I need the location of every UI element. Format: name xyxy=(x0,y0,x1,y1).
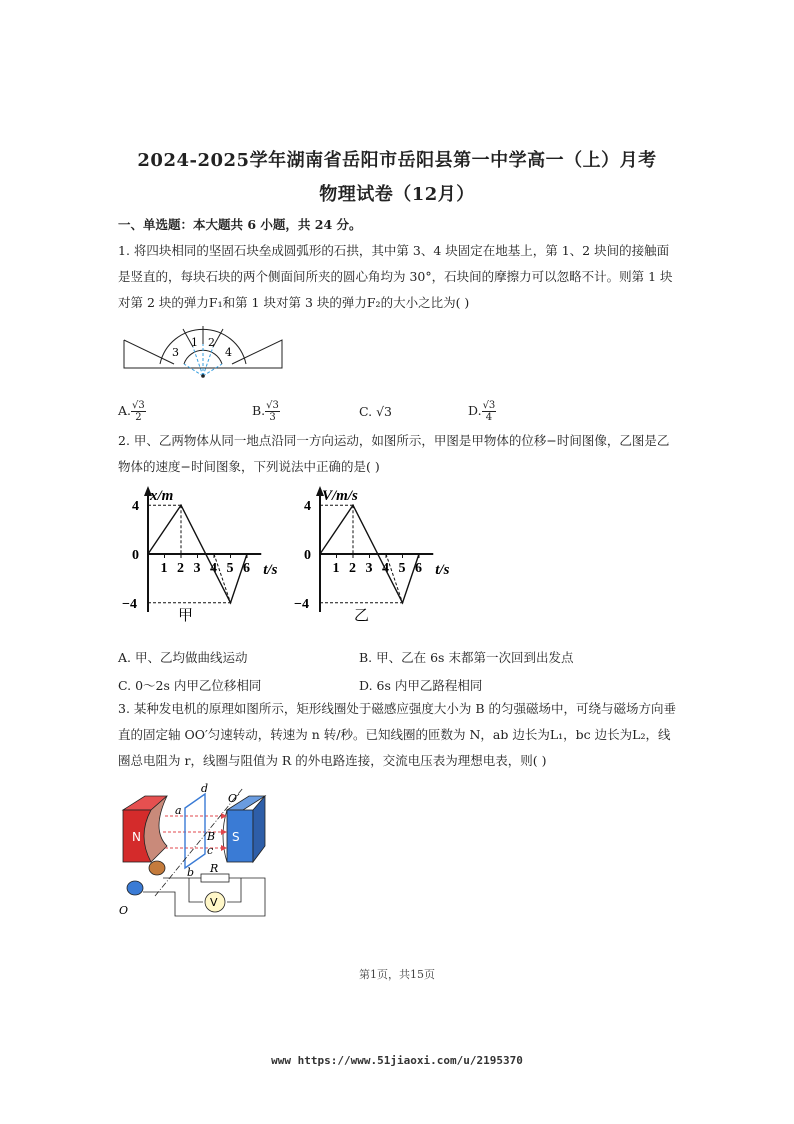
y-axis-label: x/m xyxy=(150,488,174,504)
x-tick-label: 3 xyxy=(365,561,373,576)
x-tick-label: 6 xyxy=(243,561,250,576)
question-1-text: 1. 将四块相同的坚固石块垒成圆弧形的石拱，其中第 3、4 块固定在地基上，第 1、2 块间的接触面是竖直的，每块石块的两个侧面间所夹的圆心角均为 30°，石块间的摩擦力可以忽略不计。则第 1 块对第 2 块的弹力F₁和第 1 块对第 3 块的弹力F₂的大小之比为( ) xyxy=(118,243,673,310)
chart-caption: 甲 xyxy=(178,606,194,624)
label-c: c xyxy=(207,844,214,857)
label-o-prime: O′ xyxy=(228,792,240,805)
data-point xyxy=(319,553,321,555)
label-b: b xyxy=(187,866,195,879)
x-tick-label: 6 xyxy=(415,561,422,576)
x-tick-label: 4 xyxy=(210,561,217,576)
data-point xyxy=(147,553,149,555)
x-tick-label: 1 xyxy=(332,561,340,576)
stone-label-2: 2 xyxy=(208,336,215,349)
data-point xyxy=(402,602,404,604)
label-a: a xyxy=(175,804,182,817)
y-tick-label: 0 xyxy=(304,548,311,563)
x-axis-label: t/s xyxy=(263,562,278,578)
label-R: R xyxy=(210,862,219,875)
y-tick-label: 0 xyxy=(132,548,139,563)
stone-label-3: 3 xyxy=(172,346,179,359)
arch-figure xyxy=(122,326,284,382)
x-tick-label: 2 xyxy=(177,561,184,576)
question-2-text: 2. 甲、乙两物体从同一地点沿同一方向运动，如图所示，甲图是甲物体的位移−时间图像，乙图是乙物体的速度−时间图象，下列说法中正确的是( ) xyxy=(118,433,670,474)
data-point xyxy=(180,504,182,506)
x-tick-label: 5 xyxy=(398,561,406,576)
x-tick-label: 3 xyxy=(193,561,201,576)
chart-jia xyxy=(118,484,293,629)
chart-yi xyxy=(290,484,465,629)
page-number: 第1页，共15页 xyxy=(359,968,435,981)
x-tick-label: 5 xyxy=(226,561,234,576)
label-B: B xyxy=(207,830,216,843)
data-point xyxy=(352,504,354,506)
x-tick-label: 2 xyxy=(349,561,356,576)
q1-option-a[interactable]: A. $\frac{√3}{2}$ xyxy=(118,400,145,423)
data-point xyxy=(418,553,420,555)
stone-label-1: 1 xyxy=(191,336,198,349)
watermark-url: www https://www.51jiaoxi.com/u/2195370 xyxy=(271,1054,523,1067)
stone-label-4: 4 xyxy=(225,346,232,359)
page-title: 2024-2025学年湖南省岳阳市岳阳县第一中学高一（上）月考 xyxy=(137,150,657,171)
y-tick-label: 4 xyxy=(304,499,311,515)
label-o: O xyxy=(119,904,129,917)
q1-option-d[interactable]: D. $\frac{√3}{4}$ xyxy=(468,400,496,423)
section-heading: 一、单选题：本大题共 6 小题，共 24 分。 xyxy=(118,217,362,232)
y-axis-label: V/m/s xyxy=(322,488,358,504)
generator-figure xyxy=(115,780,285,920)
chart-caption: 乙 xyxy=(354,606,370,624)
magnet-n-label: N xyxy=(132,830,141,844)
page-subtitle: 物理试卷（12月） xyxy=(319,184,475,205)
q2-option-d[interactable]: D. 6s 内甲乙路程相同 xyxy=(359,678,483,693)
magnet-s-label: S xyxy=(232,830,240,844)
q2-option-c[interactable]: C. 0～2s 内甲乙位移相同 xyxy=(118,678,262,693)
voltmeter-label: V xyxy=(210,896,218,909)
question-3-text: 3. 某种发电机的原理如图所示，矩形线圈处于磁感应强度大小为 B 的匀强磁场中，可绕与磁场方向垂直的固定轴 OO′匀速转动，转速为 n 转/秒。已知线圈的匝数为 N，ab 边长为L₁，bc 边长为L₂，线圈总电阻为 r，线圈与阻值为 R 的外电路连接，交流电压表为理想电表，则( ) xyxy=(118,701,677,768)
y-tick-label: −4 xyxy=(122,596,137,612)
q2-option-b[interactable]: B. 甲、乙在 6s 末都第一次回到出发点 xyxy=(359,650,574,665)
label-d: d xyxy=(201,782,209,795)
x-tick-label: 1 xyxy=(160,561,168,576)
data-point xyxy=(246,553,248,555)
x-tick-label: 4 xyxy=(382,561,389,576)
data-point xyxy=(230,602,232,604)
x-axis-label: t/s xyxy=(435,562,450,578)
y-tick-label: −4 xyxy=(294,596,309,612)
y-tick-label: 4 xyxy=(132,499,139,515)
q2-option-a[interactable]: A. 甲、乙均做曲线运动 xyxy=(118,650,248,665)
q1-option-b[interactable]: B. $\frac{√3}{3}$ xyxy=(252,400,279,423)
q1-option-c[interactable]: C. √3 xyxy=(359,404,392,419)
